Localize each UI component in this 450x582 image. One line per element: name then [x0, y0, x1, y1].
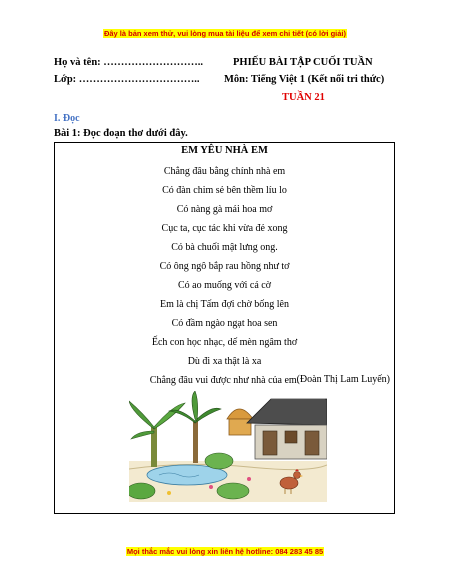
class-field: Lớp: ……………………………..: [54, 74, 200, 85]
poem-lines: [55, 162, 394, 390]
sheet-title: PHIẾU BÀI TẬP CUỐI TUẦN: [233, 57, 373, 68]
week-label: TUẦN 21: [282, 92, 325, 103]
poem-line: Ếch con học nhạc, dế mèn ngâm thơ: [151, 337, 298, 348]
poem-line: Chẳng đâu vui được như nhà của em.: [149, 375, 300, 386]
poem-line: Có nàng gà mái hoa mơ: [176, 204, 273, 215]
poem-author: (Đoàn Thị Lam Luyến): [296, 374, 390, 385]
subject-label: Môn: Tiếng Việt 1 (Kết nối tri thức): [224, 74, 385, 85]
hotline-text: Mọi thắc mắc vui lòng xin liên hệ hotline: 084 283 45 85: [126, 547, 324, 556]
poem-line: Em là chị Tấm đợi chờ bống lên: [160, 299, 289, 310]
poem-line: Chẳng đâu bằng chính nhà em: [163, 166, 286, 177]
preview-notice-banner: [0, 29, 450, 38]
poem-line: Dù đi xa thật là xa: [187, 356, 262, 367]
poem-line: Có ông ngô bắp rau hồng như tơ: [159, 261, 290, 272]
poem-line: Có đàn chim sẻ bên thềm líu lo: [162, 185, 287, 196]
preview-notice-text: Đây là bản xem thử, vui lòng mua tài liệu để xem chi tiết (có lời giải): [103, 29, 347, 38]
poem-line: Có bà chuối mật lưng ong.: [171, 242, 278, 253]
poem-box: [54, 142, 395, 514]
poem-title: EM YÊU NHÀ EM: [181, 145, 268, 156]
poem-line: Có ao muống với cá cờ: [177, 280, 272, 291]
student-name-field: Họ và tên: ………………………..: [54, 57, 204, 68]
hotline-banner: [0, 547, 450, 556]
poem-line: Cục ta, cục tác khi vừa đẻ xong: [161, 223, 288, 234]
exercise-title: Bài 1: Đọc đoạn thơ dưới đây.: [54, 128, 188, 139]
house-garden-illustration: [129, 391, 327, 502]
section-title: I. Đọc: [54, 113, 80, 124]
poem-line: Có đầm ngào ngạt hoa sen: [171, 318, 278, 329]
